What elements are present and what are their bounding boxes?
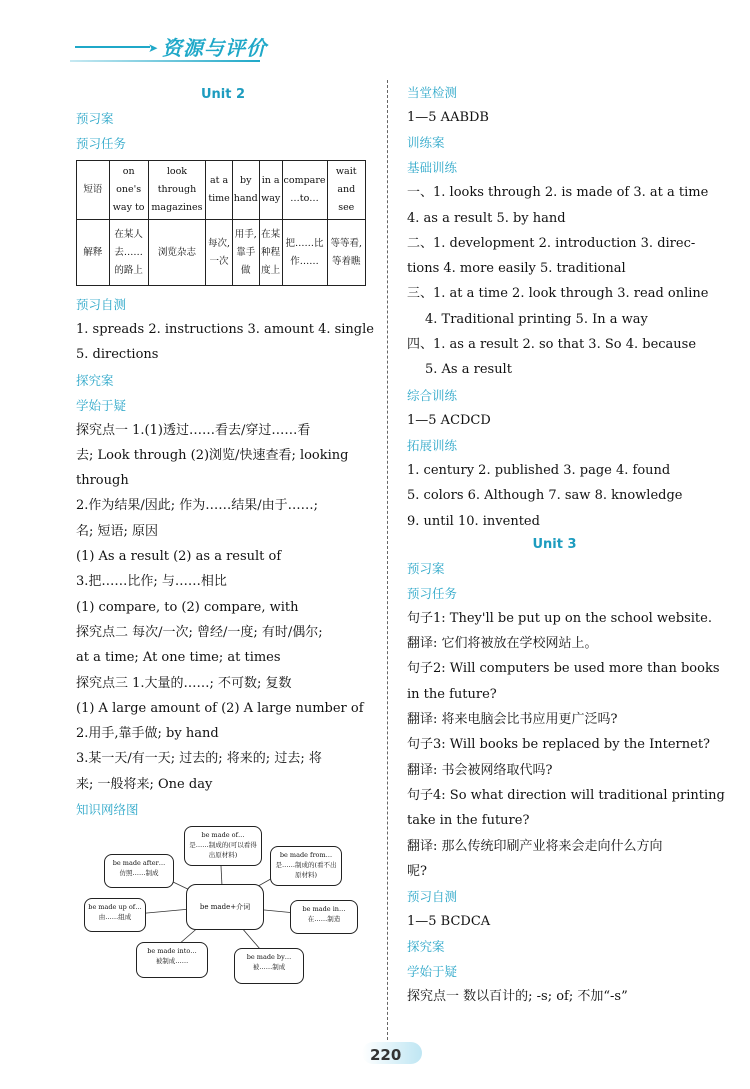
section-heading: 当堂检测 bbox=[407, 85, 458, 100]
answer-line: 5. directions bbox=[76, 347, 159, 363]
answer-line: 名; 短语; 原因 bbox=[76, 523, 159, 539]
mindmap-node-made-from bbox=[270, 846, 342, 886]
phrase-table bbox=[76, 160, 366, 286]
mindmap-center-node bbox=[186, 884, 264, 930]
section-heading: 预习任务 bbox=[407, 585, 458, 601]
unit-title: Unit 3 bbox=[532, 536, 577, 552]
answer-line: 二、1. development 2. introduction 3. direc- bbox=[407, 235, 696, 251]
section-heading: 学始于疑 bbox=[76, 397, 127, 413]
table-cell: look through magazines bbox=[148, 161, 206, 220]
knowledge-mindmap bbox=[76, 826, 370, 994]
mindmap-node-text: be made by… 被……制成 bbox=[246, 953, 292, 972]
table-cell: 浏览杂志 bbox=[148, 220, 206, 286]
answer-line: 3.把……比作; 与……相比 bbox=[76, 574, 227, 590]
right-column bbox=[407, 80, 725, 1010]
table-cell: 在某人去……的路上 bbox=[109, 220, 148, 286]
answer-line: 1. spreads 2. instructions 3. amount 4. single bbox=[76, 322, 374, 337]
mindmap-node-text: be made up of… 由……组成 bbox=[88, 903, 142, 922]
answer-line: through bbox=[76, 473, 129, 489]
answer-line: (1) As a result (2) as a result of bbox=[76, 549, 282, 565]
answer-line: 翻译: 书会被网络取代吗? bbox=[407, 762, 553, 778]
answer-line: 1—5 AABDB bbox=[407, 110, 489, 125]
table-cell: compare …to… bbox=[282, 161, 327, 220]
answer-line: in the future? bbox=[407, 686, 497, 702]
section-heading: 预习任务 bbox=[76, 136, 127, 151]
mindmap-node-text: be made into… 被制成…… bbox=[147, 947, 197, 966]
table-cell: 解释 bbox=[77, 220, 110, 286]
answer-line: 翻译: 它们将被放在学校网站上。 bbox=[407, 636, 598, 652]
header-underline bbox=[70, 60, 260, 62]
answer-line: 1. century 2. published 3. page 4. found bbox=[407, 462, 671, 478]
answer-line: (1) A large amount of (2) A large number of bbox=[76, 700, 364, 716]
table-cell: on one's way to bbox=[109, 161, 148, 220]
mindmap-node-made-up-of bbox=[84, 898, 146, 932]
answer-line: 来; 一般将来; One day bbox=[76, 776, 213, 792]
answer-line: 句子2: Will computers be used more than books bbox=[407, 661, 720, 677]
answer-line: 句子4: So what direction will traditional printing bbox=[407, 787, 725, 803]
answer-line: 句子3: Will books be replaced by the Internet? bbox=[407, 737, 711, 753]
section-heading: 学始于疑 bbox=[407, 964, 458, 980]
mindmap-node-made-after bbox=[104, 854, 174, 888]
section-heading: 训练案 bbox=[407, 135, 445, 151]
table-cell: in a way bbox=[259, 161, 282, 220]
arrow-icon: ➤ bbox=[148, 41, 159, 55]
answer-line: 2.用手,靠手做; by hand bbox=[76, 726, 219, 742]
section-heading: 预习自测 bbox=[76, 297, 127, 312]
section-heading: 预习自测 bbox=[407, 889, 458, 905]
section-heading: 基础训练 bbox=[407, 160, 458, 176]
answer-line: (1) compare, to (2) compare, with bbox=[76, 599, 299, 615]
header-title: 资源与评价 bbox=[162, 36, 267, 60]
answer-line: 探究点一 1.(1)透过……看去/穿过……看 bbox=[76, 422, 311, 438]
section-heading: 预习案 bbox=[76, 111, 114, 126]
answer-line: 探究点二 每次/一次; 曾经/一度; 有时/偶尔; bbox=[76, 624, 323, 640]
mindmap-node-text: be made in… 在……制造 bbox=[302, 905, 346, 924]
page-header bbox=[70, 30, 270, 64]
table-cell: 在某种程度上 bbox=[259, 220, 282, 286]
section-heading: 知识网络图 bbox=[76, 802, 139, 818]
table-cell: 把……比作…… bbox=[282, 220, 327, 286]
answer-line: 4. as a result 5. by hand bbox=[407, 210, 566, 226]
mindmap-node-text: be made of… 是……制成的(可以看得出原材料) bbox=[189, 831, 257, 860]
table-row bbox=[77, 161, 366, 220]
table-cell: 等等看,等着瞧 bbox=[327, 220, 365, 286]
mindmap-node-made-into bbox=[136, 942, 208, 978]
mindmap-node-text: be made after… 仿照……制成 bbox=[112, 859, 166, 878]
answer-line: 5. As a result bbox=[425, 362, 512, 378]
unit-title: Unit 2 bbox=[200, 87, 246, 102]
table-cell: by hand bbox=[232, 161, 259, 220]
answer-line: 去; Look through (2)浏览/快速查看; looking bbox=[76, 447, 349, 463]
answer-line: 2.作为结果/因此; 作为……结果/由于……; bbox=[76, 498, 319, 514]
section-heading: 探究案 bbox=[407, 939, 445, 955]
section-heading: 拓展训练 bbox=[407, 437, 458, 453]
answer-line: 1—5 ACDCD bbox=[407, 412, 491, 428]
mindmap-node-text: be made from… 是……制成的(看不出原材料) bbox=[275, 851, 337, 880]
table-cell: 每次,一次 bbox=[206, 220, 232, 286]
column-divider bbox=[387, 80, 388, 1050]
section-heading: 综合训练 bbox=[407, 387, 458, 403]
answer-line: 句子1: They'll be put up on the school website. bbox=[407, 610, 712, 626]
answer-line: 9. until 10. invented bbox=[407, 513, 540, 529]
answer-line: 四、1. as a result 2. so that 3. So 4. because bbox=[407, 337, 697, 353]
mindmap-node-made-by bbox=[234, 948, 304, 984]
section-heading: 预习案 bbox=[407, 560, 445, 576]
answer-line: 探究点一 数以百计的; -s; of; 不加“-s” bbox=[407, 989, 628, 1005]
header-line bbox=[75, 46, 150, 48]
section-heading: 探究案 bbox=[76, 372, 114, 388]
mindmap-center-text: be made+介词 bbox=[199, 903, 251, 912]
table-cell: at a time bbox=[206, 161, 232, 220]
mindmap-node-made-of bbox=[184, 826, 262, 866]
answer-line: 翻译: 那么传统印刷产业将来会走向什么方向 bbox=[407, 838, 663, 854]
mindmap-node-made-in bbox=[290, 900, 358, 934]
answer-line: 翻译: 将来电脑会比书应用更广泛吗? bbox=[407, 712, 618, 728]
answer-line: 1—5 BCDCA bbox=[407, 914, 491, 930]
answer-line: 探究点三 1.大量的……; 不可数; 复数 bbox=[76, 675, 292, 691]
table-cell: 用手,靠手做 bbox=[232, 220, 259, 286]
table-row bbox=[77, 220, 366, 286]
answer-line: tions 4. more easily 5. traditional bbox=[407, 261, 626, 277]
answer-line: 5. colors 6. Although 7. saw 8. knowledge bbox=[407, 488, 683, 504]
answer-line: 3.某一天/有一天; 过去的; 将来的; 过去; 将 bbox=[76, 751, 322, 767]
table-cell: 短语 bbox=[77, 161, 110, 220]
answer-line: 一、1. looks through 2. is made of 3. at a time bbox=[407, 185, 709, 201]
left-column bbox=[76, 84, 374, 994]
answer-line: 4. Traditional printing 5. In a way bbox=[425, 311, 648, 327]
answer-line: at a time; At one time; at times bbox=[76, 650, 281, 666]
table-cell: wait and see bbox=[327, 161, 365, 220]
answer-line: 三、1. at a time 2. look through 3. read online bbox=[407, 286, 709, 302]
page-number: 220 bbox=[370, 1046, 402, 1064]
answer-line: 呢? bbox=[407, 863, 427, 879]
answer-line: take in the future? bbox=[407, 813, 530, 829]
